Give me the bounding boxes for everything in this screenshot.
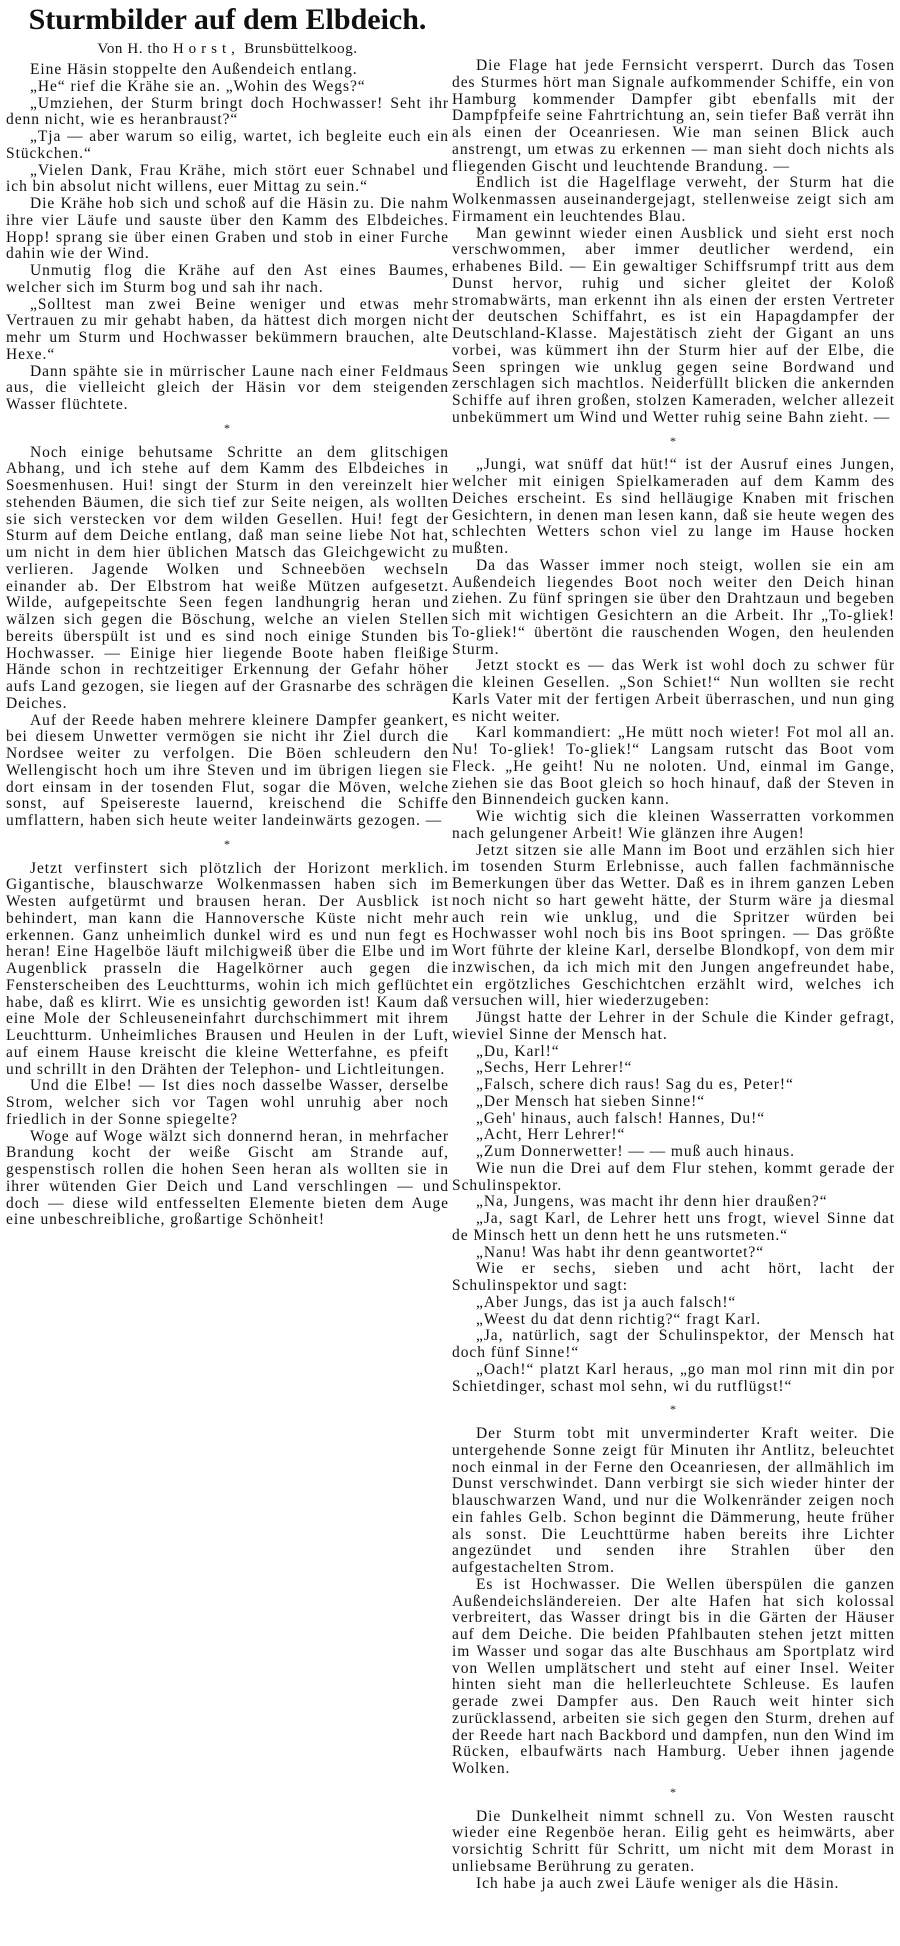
paragraph: „Jungi, wat snüff dat hüt!“ ist der Ausruf eines Jungen, welcher mit einigen Spielkameraden auf dem Kamm des Deiches erscheint. Es sind helläugige Knaben mit frischen Gesichtern, in denen man lesen kann, daß sie heute wegen des schlechten Wetters schon viel zu lange im Hause hocken mußten. [452, 456, 895, 557]
paragraph: Wie wichtig sich die kleinen Wasserratten vorkommen nach gelungener Arbeit! Wie glänzen ihre Augen! [452, 808, 895, 842]
paragraph: Woge auf Woge wälzt sich donnernd heran, in mehrfacher Brandung kocht der weiße Gischt am Strande auf, gespenstisch rollen die hohen Seen heran als wollten sie in ihrer wütenden Gier Deich und Land verschlingen — und doch — diese wild entfesselten Elemente bieten dem Auge eine unbeschreibliche, großartige Schönheit! [6, 1127, 449, 1229]
paragraph: „Geh' hinaus, auch falsch! Hannes, Du!“ [476, 1109, 766, 1127]
paragraph: „Du, Karl!“ [476, 1042, 560, 1060]
author-name: Horst, [172, 41, 240, 57]
paragraph: Unmutig flog die Krähe auf den Ast eines Baumes, welcher sich im Sturm bog und sah ihr nach. [6, 262, 449, 296]
left-region [6, 2, 449, 1229]
paragraph: Da das Wasser immer noch steigt, wollen sie ein am Außendeich liegendes Boot noch weiter den Deich hinan ziehen. Zu fünf springen sie über den Drahtzaun und begeben sich mit wichtigen Gesichtern an die Arbeit. Ihr „To-gliek! To-gliek!“ übertönt die rauschenden Wogen, den heulenden Sturm. [452, 556, 895, 658]
paragraph: „Tja — aber warum so eilig, wartet, ich begleite euch ein Stückchen.“ [6, 128, 449, 162]
paragraph: „Solltest man zwei Beine weniger und etwas mehr Vertrauen zu mir gehabt haben, da hättest dich morgen nicht mehr um Sturm und Hochwasser bekümmern brauchen, alte Hexe.“ [6, 295, 449, 363]
paragraph: „Sechs, Herr Lehrer!“ [476, 1059, 633, 1077]
paragraph: Der Sturm tobt mit unverminderter Kraft weiter. Die untergehende Sonne zeigt für Minuten ihr Antlitz, beleuchtet noch einmal in der Ferne den Oceanriesen, der allmählich im Dunst verschwindet. Dann verbirgt sie sich wieder hinter der blauschwarzen Wand, und nur die Wolkenränder zeigen noch ein fahles Gelb. Schon beginnt die Dämmerung, heute früher als sonst. Die Leuchttürme haben bereits ihre Lichter angezündet und senden ihre Strahlen über den aufgestachelten Strom. [452, 1425, 895, 1576]
paragraph: Wie er sechs, sieben und acht hört, lacht der Schulinspektor und sagt: [452, 1260, 895, 1294]
byline [6, 40, 449, 58]
paragraph: „Der Mensch hat sieben Sinne!“ [476, 1092, 706, 1110]
paragraph: Die Dunkelheit nimmt schnell zu. Von Westen rauscht wieder eine Regenböe heran. Eilig geht es heimwärts, aber vorsichtig Schritt für Schritt, um nicht mit dem Morast in unliebsame Berührung zu geraten. [452, 1807, 895, 1875]
paragraph: „Ja, natürlich, sagt der Schulinspektor, der Mensch hat doch fünf Sinne!“ [452, 1327, 895, 1361]
paragraph: Dann spähte sie in mürrischer Laune nach einer Feldmaus aus, die vielleicht gleich der Häsin vor dem steigenden Wasser flüchtete. [6, 362, 449, 413]
paragraph: „Zum Donnerwetter! — — muß auch hinaus. [476, 1143, 795, 1160]
left-column [6, 62, 449, 1229]
paragraph: Eine Häsin stoppelte den Außendeich entlang. [30, 61, 358, 78]
byline-prefix: Von H. tho [97, 41, 169, 57]
article-title: Sturmbilder auf dem Elbdeich. [28, 3, 427, 36]
paragraph: Auf der Reede haben mehrere kleinere Dampfer geankert, bei diesem Unwetter vermögen sie nicht ihr Ziel durch die Nordsee weiter zu verfolgen. Die Böen schleudern den Wellengischt hoch um ihre Steven und im übrigen liegen sie dort einsam in der tosenden Flut, sogar die Möven, welche sonst, auf Speisereste lauernd, kreischend die Schiffe umflattern, haben sich heute weiter landeinwärts gezogen. — [6, 711, 449, 829]
paragraph: Karl kommandiert: „He mütt noch wieter! Fot mol all an. Nu! To-gliek! To-gliek!“ Langsam rutscht das Boot vom Fleck. „He geiht! Nu ne noloten. Und, einmal im Gange, ziehen sie das Boot gleich so hoch hinauf, daß der Steven in den Binnendeich gucken kann. [452, 724, 895, 809]
paragraph: Wie nun die Drei auf dem Flur stehen, kommt gerade der Schulinspektor. [452, 1159, 895, 1194]
paragraph: „Falsch, schere dich raus! Sag du es, Peter!“ [476, 1076, 794, 1093]
paragraph: Die Flage hat jede Fernsicht versperrt. Durch das Tosen des Sturmes hört man Signale aufkommender Schiffe, ein von Hamburg kommender Dampfer gibt ebenfalls mit der Dampfpfeife seine Fahrtrichtung an, sein tiefer Baß verrät ihn als einen der Oceanriesen. Wie man seinen Blick auch anstrengt, um etwas zu erkennen — man sieht doch nichts als fliegenden Gischt und leuchtende Brandung. — [452, 57, 895, 175]
paragraph: „Oach!“ platzt Karl heraus, „go man mol rinn mit din por Schietdinger, schast mol sehn, wi du rutflügst!“ [452, 1360, 895, 1395]
paragraph: Es ist Hochwasser. Die Wellen überspülen die ganzen Außendeichsländereien. Der alte Hafen hat sich kolossal verbreitert, das Wasser dringt bis in die Gärten der Häuser auf dem Deiche. Die beiden Pfahlbauten stehen jetzt mitten im Wasser und sogar das alte Buschhaus am Sportplatz wird von Wellen umplätschert und steht auf einer Insel. Weiter hinten sieht man die hellerleuchtete Schleuse. Es laufen gerade zwei Dampfer aus. Den Rauch weit hinter sich zurücklassend, arbeiten sie sich gegen den Sturm, drehen auf der Reede hart nach Backbord und dampfen, nun den Wind im Rücken, elbaufwärts nach Hamburg. Ueber ihnen jagende Wolken. [452, 1575, 895, 1777]
paragraph: „Umziehen, der Sturm bringt doch Hochwasser! Seht ihr denn nicht, wie es heranbraust?“ [6, 94, 449, 129]
paragraph: Endlich ist die Hagelflage verweht, der Sturm hat die Wolkenmassen auseinandergejagt, stellenweise zeigt sich am Firmament ein leuchtendes Blau. [452, 174, 895, 225]
paragraph: Noch einige behutsame Schritte an dem glitschigen Abhang, und ich stehe auf dem Kamm des Elbdeiches in Soesmenhusen. Hui! singt der Sturm in den vereinzelt hier stehenden Bäumen, die sich tief zur Seite neigen, als wollten sie sich verstecken vor dem wilden Gesellen. Hui! fegt der Sturm auf dem Deiche entlang, daß man seine liebe Not hat, um nicht in dem hier üblichen Matsch das Gleichgewicht zu verlieren. Jagende Wolken und Schneeböen wechseln einander ab. Der Elbstrom hat weiße Mützen aufgesetzt. Wilde, aufgepeitschte Seen fegen landhungrig heran und wälzen sich gegen die Böschung, welche an vielen Stellen bereits überspült ist und es sind noch einige Stunden bis Hochwasser. — Einige hier liegende Boote haben fleißige Hände schon in rechtzeitiger Erkennung der Gefahr höher aufs Land gezogen, sie liegen auf der Grasnarbe des schrägen Deiches. [6, 443, 449, 712]
section-separator: * [224, 420, 231, 435]
paragraph: Jetzt sitzen sie alle Mann im Boot und erzählen sich hier im tosenden Sturm Erlebnisse, auch fallen fachmännische Bemerkungen über das Wetter. Daß es in ihrem ganzen Leben noch nicht so hart geweht hätte, der Sturm wäre ja diesmal auch rein wie unklug, und die Spritzer würden bei Hochwasser wohl noch bis ins Boot springen. — Das größte Wort führte der kleine Karl, derselbe Blondkopf, von dem mir inzwischen, da ich mich mit den Jungen angefreundet habe, ein ergötzliches Geschichtchen erzählt wird, welches ich versuchen will, hier wiederzugeben: [452, 841, 895, 1010]
paragraph: „Acht, Herr Lehrer!“ [476, 1126, 626, 1144]
paragraph: „Aber Jungs, das ist ja auch falsch!“ [476, 1293, 737, 1311]
paragraph: Jetzt verfinstert sich plötzlich der Horizont merklich. Gigantische, blauschwarze Wolkenmassen haben sich im Westen aufgetürmt und brausen heran. Der Ausblick ist behindert, man kann die Hannoversche Küste nicht mehr erkennen. Ganz unheimlich dunkel wird es und nun fegt es heran! Eine Hagelböe läuft milchigweiß über die Elbe und im Augenblick prasseln die Hagelkörner auch gegen die Fensterscheiben des Leuchtturms, wohin ich mich geflüchtet habe, daß es klirrt. Wie es unsichtig geworden ist! Kaum daß eine Mole der Schleuseneinfahrt durchschimmert mit ihrem Leuchtturm. Unheimliches Brausen und Heulen in der Luft, auf einem Hause kreischt die kleine Wetterfahne, es pfeift und schrillt in den Drähten der Telephon- und Lichtleitungen. [6, 859, 449, 1078]
paragraph: „He“ rief die Krähe sie an. „Wohin des Wegs?“ [30, 77, 366, 95]
paragraph: „Ja, sagt Karl, de Lehrer hett uns frogt, wievel Sinne dat de Minsch hett un denn hett he uns rutsmeten.“ [452, 1210, 895, 1244]
section-separator: * [224, 836, 231, 851]
paragraph: Jüngst hatte der Lehrer in der Schule die Kinder gefragt, wieviel Sinne der Mensch hat. [452, 1009, 895, 1043]
paragraph: Ich habe ja auch zwei Läufe weniger als die Häsin. [476, 1874, 840, 1892]
paragraph: „Vielen Dank, Frau Krähe, mich stört euer Schnabel und ich bin absolut nicht willens, euer Mittag zu sein.“ [6, 161, 449, 196]
section-separator: * [670, 1402, 677, 1417]
paragraph: „Nanu! Was habt ihr denn geantwortet?“ [476, 1243, 765, 1261]
right-column [452, 58, 895, 1892]
paragraph: Die Krähe hob sich und schoß auf die Häsin zu. Die nahm ihre vier Läufe und sauste über den Kamm des Elbdeiches. Hopp! sprang sie über einen Graben und stob in einer Furche dahin wie der Wind. [6, 195, 449, 263]
paragraph: „Na, Jungens, was macht ihr denn hier draußen?“ [476, 1193, 828, 1211]
section-separator: * [670, 433, 677, 448]
section-separator: * [670, 1784, 677, 1799]
paragraph: „Weest du dat denn richtig?“ fragt Karl. [476, 1310, 762, 1328]
paragraph: Und die Elbe! — Ist dies noch dasselbe Wasser, derselbe Strom, welcher sich vor Tagen wohl unruhig aber noch friedlich in der Sonne spiegelte? [6, 1077, 449, 1128]
paragraph: Man gewinnt wieder einen Ausblick und sieht erst noch verschwommen, aber immer deutlicher werdend, ein erhabenes Bild. — Ein gewaltiger Schiffsrumpf tritt aus dem Dunst hervor, ruhig und sicher gleitet der Koloß stromabwärts, man erkennt ihn als einen der ersten Vertreter der deutschen Schiffahrt, es ist ein Hapagdampfer der Deutschland-Klasse. Majestätisch zieht der Gigant an uns vorbei, was kümmert ihn der Sturm hier auf der Elbe, die Seen springen wie unklug gegen seine Bordwand und zerschlagen sich machtlos. Neiderfüllt blicken die ankernden Schiffe auf ihren großen, stolzen Kameraden, welcher allezeit unbekümmert um Wind und Wetter ruhig seine Bahn zieht. — [452, 224, 895, 426]
paragraph: Jetzt stockt es — das Werk ist wohl doch zu schwer für die kleinen Gesellen. „Son Schiet!“ Nun wollten sie recht Karls Vater mit der fertigen Arbeit überraschen, und nun ging es nicht weiter. [452, 657, 895, 725]
author-place: Brunsbüttelkoog. [244, 41, 358, 57]
